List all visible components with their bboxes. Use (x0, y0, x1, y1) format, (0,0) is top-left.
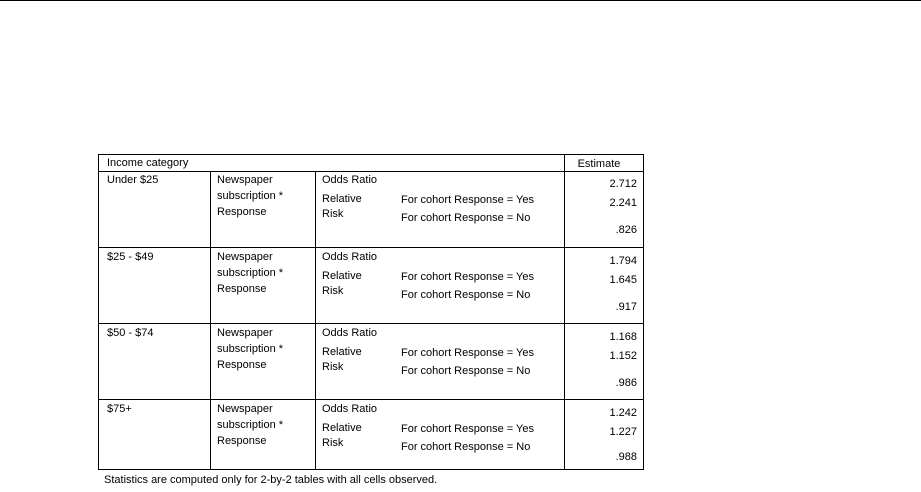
table-row-group (99, 400, 643, 469)
estimate-value: 2.712 (609, 178, 637, 190)
relative-risk-label: Relative (322, 270, 362, 282)
cohort-yes-label: For cohort Response = Yes (401, 423, 534, 435)
estimate-value: 1.242 (609, 407, 637, 419)
odds-ratio-label: Odds Ratio (322, 251, 378, 263)
odds-ratio-label: Odds Ratio (322, 327, 378, 339)
estimate-value: 1.227 (609, 426, 637, 438)
variable-label-line: Newspaper (217, 251, 273, 263)
variable-label-line: Response (217, 435, 267, 447)
relative-risk-label: Risk (322, 361, 344, 373)
income-category-cell: Under $25 (107, 174, 159, 186)
table-header-row (99, 155, 643, 172)
relative-risk-label: Relative (322, 422, 362, 434)
cohort-yes-label: For cohort Response = Yes (401, 194, 534, 206)
estimate-value: 1.794 (609, 255, 637, 267)
relative-risk-label: Relative (322, 346, 362, 358)
risk-estimate-table (98, 154, 644, 470)
relative-risk-label: Risk (322, 437, 344, 449)
header-estimate: Estimate (577, 158, 621, 170)
odds-ratio-label: Odds Ratio (322, 403, 378, 415)
table-row-group (99, 248, 643, 322)
cohort-no-label: For cohort Response = No (401, 365, 531, 377)
table-row-group (99, 172, 643, 246)
income-category-cell: $75+ (107, 403, 132, 415)
odds-ratio-label: Odds Ratio (322, 174, 378, 186)
variable-label-line: Newspaper (217, 327, 273, 339)
estimate-value: 1.168 (609, 331, 637, 343)
variable-label-line: subscription * (217, 190, 284, 202)
variable-label-line: Response (217, 359, 267, 371)
table-footnote: Statistics are computed only for 2-by-2 tables with all cells observed. (104, 474, 438, 486)
table-row-group (99, 324, 643, 398)
relative-risk-label: Risk (322, 285, 344, 297)
cohort-yes-label: For cohort Response = Yes (401, 271, 534, 283)
window-top-border (0, 0, 921, 1)
estimate-value: 1.152 (609, 350, 637, 362)
estimate-value: .917 (615, 301, 637, 313)
income-category-cell: $25 - $49 (107, 251, 154, 263)
variable-label-line: Newspaper (217, 174, 273, 186)
cohort-yes-label: For cohort Response = Yes (401, 347, 534, 359)
estimate-value: 2.241 (609, 197, 637, 209)
variable-label-line: subscription * (217, 419, 284, 431)
variable-label-line: subscription * (217, 267, 284, 279)
estimate-value: .986 (615, 377, 637, 389)
variable-label-line: Response (217, 283, 267, 295)
estimate-value: 1.645 (609, 274, 637, 286)
cohort-no-label: For cohort Response = No (401, 289, 531, 301)
estimate-value: .826 (615, 224, 637, 236)
cohort-no-label: For cohort Response = No (401, 212, 531, 224)
header-income-category: Income category (107, 157, 189, 169)
relative-risk-label: Risk (322, 208, 344, 220)
income-category-cell: $50 - $74 (107, 327, 154, 339)
variable-label-line: Response (217, 206, 267, 218)
relative-risk-label: Relative (322, 193, 362, 205)
variable-label-line: Newspaper (217, 403, 273, 415)
cohort-no-label: For cohort Response = No (401, 441, 531, 453)
estimate-value: .988 (615, 451, 637, 463)
variable-label-line: subscription * (217, 343, 284, 355)
